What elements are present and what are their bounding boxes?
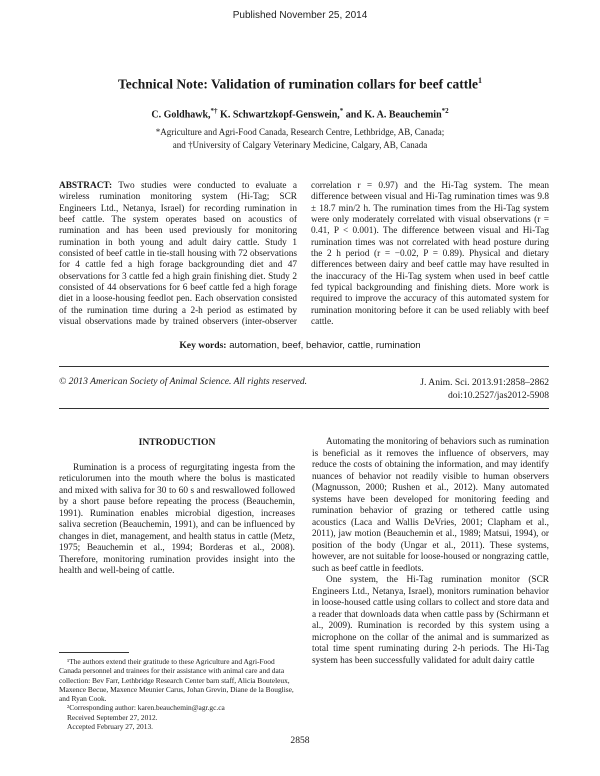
author-goldhawk-affil: *† (210, 107, 218, 115)
introduction-heading: INTRODUCTION (138, 437, 216, 448)
footnotes (59, 652, 295, 731)
keywords-text: automation, beef, behavior, cattle, rumination (229, 340, 421, 351)
footnote-1: ¹The authors extend their gratitude to these Agriculture and Agri-Food Canada personnel and trainees for their assistance with animal care and data collection: Bev Farr, Lethbridge Research Center barn staff, Alicia Bouteleux, Maxence Becue, Maxence Meunier Carus, Johan Grevin, Diane de la Bouglise, and Ryan Cook. (59, 657, 294, 704)
citation-text: J. Anim. Sci. 2013.91:2858–2862 (420, 377, 549, 388)
received-date: Received September 27, 2012. (67, 712, 158, 722)
article-title (0, 76, 600, 93)
doi-text: doi:10.2527/jas2012-5908 (448, 390, 549, 401)
right-column (312, 437, 549, 667)
abstract-label: ABSTRACT: (59, 181, 113, 191)
journal-citation (420, 376, 549, 402)
author-conjunction: and (345, 109, 362, 121)
accepted-date: Accepted February 27, 2013. (67, 722, 153, 732)
published-date: Published November 25, 2014 (232, 10, 368, 21)
keywords (0, 340, 600, 351)
abstract-text: Two studies were conducted to evaluate a wireless rumination monitoring system (Hi-Tag; SCR Engineers Ltd., Netanya, Israel) for recording rumination in beef cattle. The system operates based on acoustics of rumination and has been used previously for monitoring rumination in both young and adult dairy cattle. Study 1 consisted of beef cattle in tie-stall housing with 72 observations for 4 cattle fed a high forage backgrounding diet and 47 observations for 3 cattle fed a high grain finishing diet. Study 2 consisted of 44 observations for 6 beef cattle fed a high forage diet in a loose-housing feedlot pen. Each observation consisted of the rumination time during a 2-h period as estimated by visual observations made by trained observers (inter-observer correlation r = 0.97) and the Hi-Tag system. The mean difference between visual and Hi-Tag rumination times was 9.8 ± 18.7 min/2 h. The rumination times from the Hi-Tag system were only moderately correlated with visual observations (r = 0.41, P < 0.001). The difference between visual and Hi-Tag rumination times was not correlated with head posture during the 2 h period (r = −0.02, P = 0.89). Physical and dietary differences between dairy and beef cattle may have resulted in the inaccuracy of the Hi-Tag system when used in beef cattle fed typical backgrounding and finishing diets. More work is required to improve the accuracy of this automated system for rumination monitoring before it can be used reliably with beef cattle. (59, 181, 549, 328)
intro-paragraph-2: Automating the monitoring of behaviors such as rumination is beneficial as it removes the influence of observers, may reduce the costs of obtaining the information, and may identify nuances of behavior not readily visible to human observers (Magnusson, 2000; Rushen et al., 2012). Many automated systems have been developed for monitoring feeding and rumination behavior of grazing or tethered cattle using acoustics (Laca and Wallis DeVries, 2001; Clapham et al., 2011), jaw motion (Beauchemin et al., 1989; Matsui, 1994), or position of the body (Ungar et al., 2011). These systems, however, are not suitable for loose-housed or nongrazing cattle, such as beef cattle in feedlots. (312, 437, 549, 574)
affiliations (0, 126, 600, 151)
keywords-label: Key words: (179, 340, 227, 351)
author-schwartzkopf: K. Schwartzkopf-Genswein, (220, 109, 340, 121)
footnote-2: ²Corresponding author: karen.beauchemin@agr.gc.ca (67, 703, 225, 713)
author-list (0, 107, 600, 120)
intro-paragraph-1: Rumination is a process of regurgitating ingesta from the reticulorumen into the mouth where the bolus is masticated and mixed with saliva for 30 to 60 s and reswallowed followed by a short pause before repeating the process (Beauchemin, 1991). Rumination enables microbial digestion, increases saliva secretion (Beauchemin, 1991), and can be influenced by changes in diet, management, and health status in cattle (Metz, 1975; Beauchemin et al., 1994; Borderas et al., 2008). Therefore, monitoring rumination provides insight into the health and well-being of cattle. (59, 462, 295, 576)
intro-paragraph-3: One system, the Hi-Tag rumination monitor (SCR Engineers Ltd., Netanya, Israel), monitors rumination behavior in loose-housed cattle using collars to collect and store data and a reader that downloads data when cattle pass by (Schirmann et al., 2009). Rumination is recorded by this system using a microphone on the collar of the animal and is summarized as total time spent ruminating during 2-h periods. The Hi-Tag system has been successfully validated for adult dairy cattle (312, 575, 549, 666)
body-divider (59, 408, 549, 409)
title-footnote-marker: 1 (477, 76, 482, 85)
article-title-text: Technical Note: Validation of rumination collars for beef cattle (118, 76, 478, 92)
copyright-notice: © 2013 American Society of Animal Science. All rights reserved. (59, 376, 308, 387)
author-goldhawk: C. Goldhawk, (151, 109, 211, 121)
left-column (59, 437, 295, 578)
header-divider (59, 366, 549, 367)
author-beauchemin-affil: *2 (441, 107, 449, 115)
footnote-rule (59, 652, 129, 653)
affiliation-line-1: *Agriculture and Agri-Food Canada, Research Centre, Lethbridge, AB, Canada; (155, 127, 445, 137)
affiliation-line-2: and †University of Calgary Veterinary Medicine, Calgary, AB, Canada (172, 139, 428, 150)
page-number: 2858 (290, 735, 310, 746)
author-beauchemin: K. A. Beauchemin (364, 109, 442, 121)
author-schwartzkopf-affil: * (339, 107, 344, 115)
abstract (59, 181, 549, 341)
